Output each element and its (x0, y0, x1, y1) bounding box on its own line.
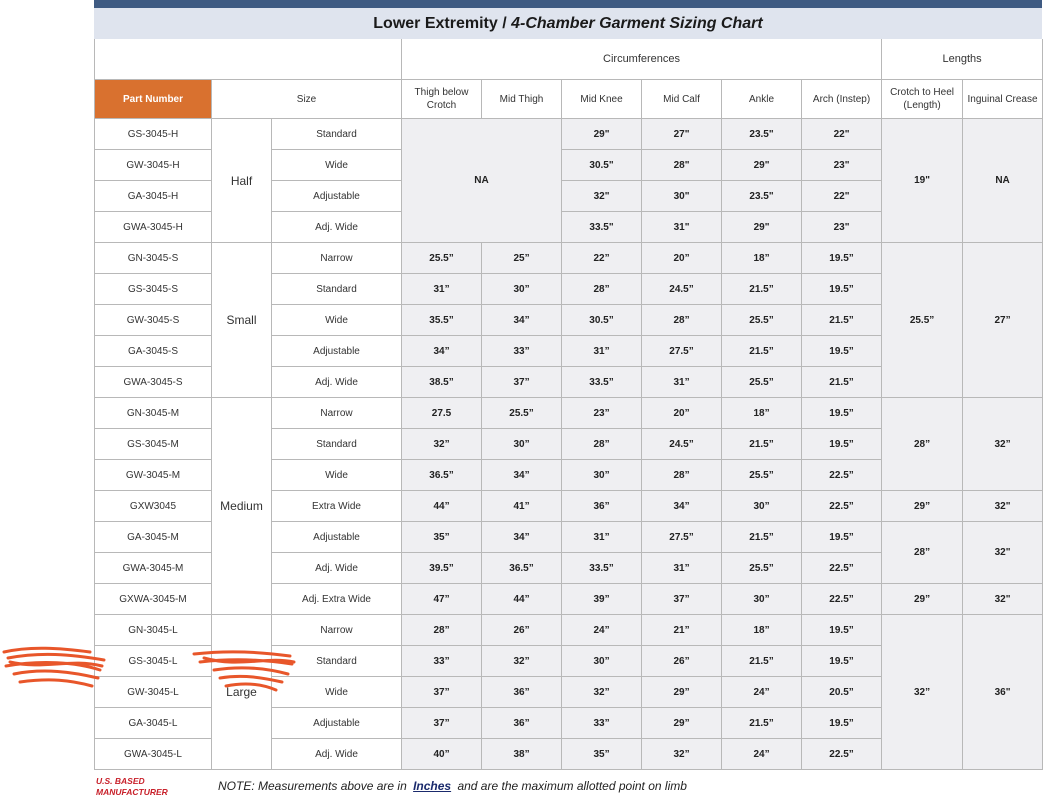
part-number-cell: GWA-3045-M (95, 553, 212, 584)
crotch-to-heel-header: Crotch to Heel (Length) (882, 80, 963, 119)
size-cell: Adjustable (272, 708, 402, 739)
mid-thigh-cell: 26” (482, 615, 562, 646)
mid-calf-cell: 30" (642, 181, 722, 212)
size-cell: Narrow (272, 243, 402, 274)
mid-knee-cell: 39” (562, 584, 642, 615)
column-header-row (95, 80, 1043, 119)
size-group-cell: Small (212, 243, 272, 398)
crotch-to-heel-cell: 28” (882, 522, 963, 584)
note-after: and are the maximum allotted point on limb (457, 779, 687, 793)
mid-knee-cell: 24” (562, 615, 642, 646)
size-group-cell: Medium (212, 398, 272, 615)
thigh-below-crotch-cell: 33” (402, 646, 482, 677)
thigh-below-crotch-cell: 35” (402, 522, 482, 553)
thigh-below-crotch-cell: 37” (402, 708, 482, 739)
arch-cell: 19.5” (802, 429, 882, 460)
part-number-cell: GWA-3045-H (95, 212, 212, 243)
mid-thigh-cell: 36” (482, 708, 562, 739)
ankle-cell: 21.5” (722, 522, 802, 553)
size-cell: Adjustable (272, 336, 402, 367)
thigh-below-crotch-cell: 39.5” (402, 553, 482, 584)
inguinal-crease-cell: 36" (963, 615, 1043, 770)
size-header: Size (212, 80, 402, 119)
mid-thigh-cell: 25” (482, 243, 562, 274)
measurement-note (218, 779, 687, 793)
mid-thigh-cell: 37” (482, 367, 562, 398)
mid-thigh-cell: 34” (482, 460, 562, 491)
part-number-cell: GXWA-3045-M (95, 584, 212, 615)
ankle-cell: 30” (722, 584, 802, 615)
size-cell: Wide (272, 460, 402, 491)
mid-calf-cell: 24.5” (642, 429, 722, 460)
arch-cell: 19.5” (802, 398, 882, 429)
mid-knee-cell: 22” (562, 243, 642, 274)
arch-cell: 22" (802, 181, 882, 212)
thigh-below-crotch-cell: 37” (402, 677, 482, 708)
size-cell: Adj. Wide (272, 739, 402, 770)
mid-knee-cell: 28” (562, 429, 642, 460)
part-number-cell: GWA-3045-L (95, 739, 212, 770)
thigh-below-crotch-cell: 47” (402, 584, 482, 615)
mid-calf-cell: 37” (642, 584, 722, 615)
mid-calf-cell: 29” (642, 708, 722, 739)
part-number-cell: GA-3045-M (95, 522, 212, 553)
arch-cell: 22" (802, 119, 882, 150)
note-before: NOTE: Measurements above are in (218, 779, 407, 793)
thigh-below-crotch-cell: 31” (402, 274, 482, 305)
mid-knee-cell: 30” (562, 646, 642, 677)
part-number-cell: GA-3045-L (95, 708, 212, 739)
na-cell: NA (402, 119, 562, 243)
top-bar (94, 0, 1042, 8)
mid-knee-cell: 30.5" (562, 150, 642, 181)
mid-knee-cell: 30” (562, 460, 642, 491)
circumferences-header: Circumferences (402, 39, 882, 80)
ankle-cell: 18” (722, 243, 802, 274)
mid-knee-cell: 31” (562, 336, 642, 367)
arch-cell: 19.5” (802, 646, 882, 677)
manufacturer-line-2: MANUFACTURER (96, 787, 168, 797)
ankle-header: Ankle (722, 80, 802, 119)
thigh-below-crotch-cell: 44” (402, 491, 482, 522)
mid-knee-cell: 28” (562, 274, 642, 305)
mid-calf-cell: 32” (642, 739, 722, 770)
mid-calf-cell: 31” (642, 367, 722, 398)
part-number-cell: GA-3045-S (95, 336, 212, 367)
crotch-to-heel-cell: 19" (882, 119, 963, 243)
size-cell: Adjustable (272, 181, 402, 212)
arch-cell: 22.5” (802, 491, 882, 522)
size-cell: Wide (272, 677, 402, 708)
size-cell: Standard (272, 119, 402, 150)
mid-calf-cell: 20” (642, 243, 722, 274)
size-cell: Adj. Extra Wide (272, 584, 402, 615)
part-number-cell: GS-3045-M (95, 429, 212, 460)
crotch-to-heel-cell: 29” (882, 491, 963, 522)
thigh-below-crotch-cell: 40” (402, 739, 482, 770)
mid-knee-cell: 36” (562, 491, 642, 522)
ankle-cell: 24” (722, 677, 802, 708)
manufacturer-badge (96, 776, 206, 798)
crotch-to-heel-cell: 29” (882, 584, 963, 615)
chart-title (94, 8, 1042, 39)
lengths-header: Lengths (882, 39, 1043, 80)
sizing-chart (94, 0, 1042, 770)
part-number-cell: GWA-3045-S (95, 367, 212, 398)
part-number-cell: GS-3045-L (95, 646, 212, 677)
mid-thigh-cell: 32” (482, 646, 562, 677)
part-number-header: Part Number (95, 80, 212, 119)
ankle-cell: 18” (722, 615, 802, 646)
ankle-cell: 25.5” (722, 305, 802, 336)
ankle-cell: 25.5” (722, 553, 802, 584)
ankle-cell: 29" (722, 150, 802, 181)
mid-calf-cell: 27.5” (642, 336, 722, 367)
size-cell: Narrow (272, 398, 402, 429)
ankle-cell: 21.5” (722, 274, 802, 305)
inguinal-crease-cell: NA (963, 119, 1043, 243)
mid-calf-cell: 28” (642, 460, 722, 491)
ankle-cell: 21.5” (722, 429, 802, 460)
part-number-cell: GW-3045-M (95, 460, 212, 491)
arch-cell: 19.5” (802, 243, 882, 274)
thigh-below-crotch-cell: 27.5 (402, 398, 482, 429)
arch-cell: 19.5” (802, 615, 882, 646)
part-number-cell: GW-3045-L (95, 677, 212, 708)
size-cell: Wide (272, 150, 402, 181)
table-row (95, 398, 1043, 429)
mid-calf-header: Mid Calf (642, 80, 722, 119)
table-row (95, 119, 1043, 150)
ankle-cell: 21.5” (722, 646, 802, 677)
mid-knee-cell: 33.5" (562, 212, 642, 243)
mid-knee-cell: 30.5” (562, 305, 642, 336)
sizing-table (94, 39, 1043, 770)
mid-calf-cell: 34” (642, 491, 722, 522)
arch-cell: 19.5” (802, 522, 882, 553)
mid-knee-cell: 33.5” (562, 553, 642, 584)
size-cell: Adj. Wide (272, 212, 402, 243)
mid-calf-cell: 24.5” (642, 274, 722, 305)
mid-calf-cell: 28" (642, 150, 722, 181)
mid-knee-cell: 31” (562, 522, 642, 553)
thigh-below-crotch-cell: 28” (402, 615, 482, 646)
arch-cell: 21.5” (802, 305, 882, 336)
size-cell: Standard (272, 646, 402, 677)
size-cell: Adj. Wide (272, 553, 402, 584)
crotch-to-heel-cell: 28” (882, 398, 963, 491)
arch-cell: 22.5” (802, 584, 882, 615)
size-cell: Wide (272, 305, 402, 336)
mid-thigh-cell: 30” (482, 429, 562, 460)
part-number-cell: GW-3045-H (95, 150, 212, 181)
mid-knee-cell: 32" (562, 181, 642, 212)
ankle-cell: 23.5" (722, 181, 802, 212)
arch-cell: 22.5” (802, 739, 882, 770)
mid-thigh-cell: 41” (482, 491, 562, 522)
group-header-row (95, 39, 1043, 80)
mid-knee-header: Mid Knee (562, 80, 642, 119)
mid-thigh-cell: 44” (482, 584, 562, 615)
arch-header: Arch (Instep) (802, 80, 882, 119)
part-number-cell: GS-3045-S (95, 274, 212, 305)
mid-calf-cell: 27.5” (642, 522, 722, 553)
part-number-cell: GS-3045-H (95, 119, 212, 150)
mid-knee-cell: 33.5” (562, 367, 642, 398)
mid-knee-cell: 23” (562, 398, 642, 429)
thigh-below-crotch-header: Thigh below Crotch (402, 80, 482, 119)
ankle-cell: 25.5” (722, 460, 802, 491)
ankle-cell: 18” (722, 398, 802, 429)
note-unit: Inches (413, 779, 452, 793)
size-cell: Standard (272, 429, 402, 460)
ankle-cell: 23.5" (722, 119, 802, 150)
crotch-to-heel-cell: 25.5” (882, 243, 963, 398)
arch-cell: 19.5” (802, 708, 882, 739)
size-group-cell: Half (212, 119, 272, 243)
ankle-cell: 21.5” (722, 708, 802, 739)
inguinal-crease-cell: 27” (963, 243, 1043, 398)
thigh-below-crotch-cell: 36.5” (402, 460, 482, 491)
size-cell: Narrow (272, 615, 402, 646)
mid-thigh-cell: 33” (482, 336, 562, 367)
part-number-cell: GA-3045-H (95, 181, 212, 212)
mid-thigh-cell: 38” (482, 739, 562, 770)
mid-thigh-cell: 36” (482, 677, 562, 708)
mid-thigh-cell: 30” (482, 274, 562, 305)
inguinal-crease-header: Inguinal Crease (963, 80, 1043, 119)
mid-calf-cell: 21” (642, 615, 722, 646)
inguinal-crease-cell: 32" (963, 522, 1043, 584)
ankle-cell: 24” (722, 739, 802, 770)
arch-cell: 19.5” (802, 336, 882, 367)
mid-calf-cell: 31" (642, 212, 722, 243)
part-number-cell: GW-3045-S (95, 305, 212, 336)
arch-cell: 20.5” (802, 677, 882, 708)
mid-calf-cell: 27" (642, 119, 722, 150)
mid-knee-cell: 32” (562, 677, 642, 708)
title-part-1: Lower Extremity / (373, 15, 507, 32)
inguinal-crease-cell: 32" (963, 491, 1043, 522)
mid-thigh-cell: 25.5” (482, 398, 562, 429)
ankle-cell: 30” (722, 491, 802, 522)
mid-calf-cell: 26” (642, 646, 722, 677)
part-number-cell: GXW3045 (95, 491, 212, 522)
arch-cell: 21.5” (802, 367, 882, 398)
thigh-below-crotch-cell: 38.5” (402, 367, 482, 398)
mid-knee-cell: 33” (562, 708, 642, 739)
arch-cell: 19.5” (802, 274, 882, 305)
mid-calf-cell: 28” (642, 305, 722, 336)
thigh-below-crotch-cell: 35.5” (402, 305, 482, 336)
inguinal-crease-cell: 32” (963, 398, 1043, 491)
table-row (95, 243, 1043, 274)
part-number-cell: GN-3045-L (95, 615, 212, 646)
crotch-to-heel-cell: 32” (882, 615, 963, 770)
mid-thigh-header: Mid Thigh (482, 80, 562, 119)
ankle-cell: 25.5” (722, 367, 802, 398)
table-row (95, 615, 1043, 646)
mid-calf-cell: 29” (642, 677, 722, 708)
size-group-cell: Large (212, 615, 272, 770)
part-number-cell: GN-3045-S (95, 243, 212, 274)
size-cell: Adj. Wide (272, 367, 402, 398)
mid-knee-cell: 35” (562, 739, 642, 770)
mid-thigh-cell: 34” (482, 305, 562, 336)
mid-thigh-cell: 34” (482, 522, 562, 553)
part-number-cell: GN-3045-M (95, 398, 212, 429)
mid-thigh-cell: 36.5” (482, 553, 562, 584)
thigh-below-crotch-cell: 25.5” (402, 243, 482, 274)
mid-calf-cell: 20” (642, 398, 722, 429)
size-cell: Standard (272, 274, 402, 305)
inguinal-crease-cell: 32" (963, 584, 1043, 615)
arch-cell: 23" (802, 150, 882, 181)
size-cell: Extra Wide (272, 491, 402, 522)
manufacturer-line-1: U.S. BASED (96, 776, 145, 786)
arch-cell: 23" (802, 212, 882, 243)
thigh-below-crotch-cell: 32” (402, 429, 482, 460)
mid-calf-cell: 31” (642, 553, 722, 584)
title-part-2: 4-Chamber Garment Sizing Chart (511, 15, 763, 32)
mid-knee-cell: 29" (562, 119, 642, 150)
arch-cell: 22.5” (802, 553, 882, 584)
thigh-below-crotch-cell: 34” (402, 336, 482, 367)
arch-cell: 22.5” (802, 460, 882, 491)
ankle-cell: 29" (722, 212, 802, 243)
size-cell: Adjustable (272, 522, 402, 553)
ankle-cell: 21.5” (722, 336, 802, 367)
